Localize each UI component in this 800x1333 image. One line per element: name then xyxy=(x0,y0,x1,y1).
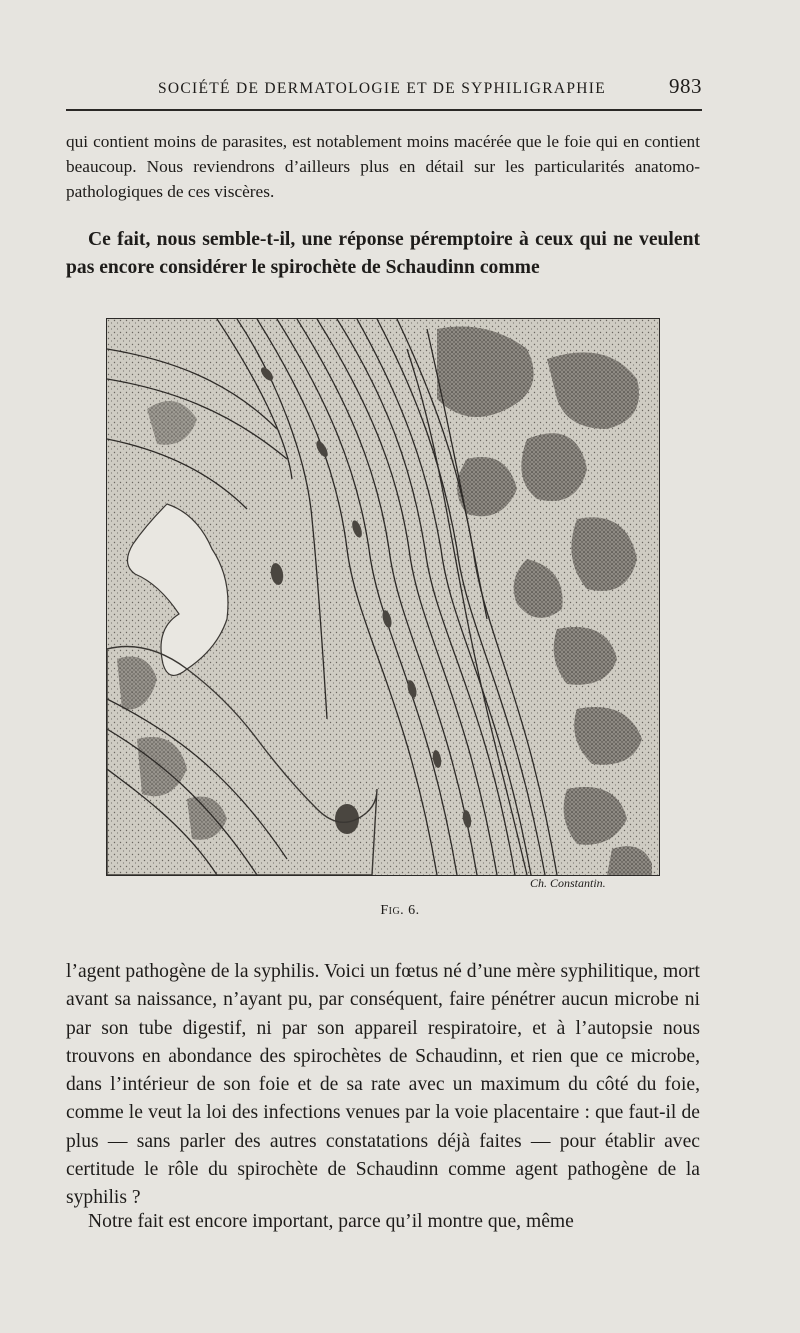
figure-caption-text: Fig. 6. xyxy=(380,903,420,918)
body-paragraph-1 xyxy=(66,958,700,1213)
body-paragraph-2 xyxy=(66,1208,700,1236)
bold-paragraph xyxy=(66,226,700,283)
bold-paragraph-text: Ce fait, nous semble-t-il, une réponse péremptoire à ceux qui ne veulent pas encore considérer le spirochète de Schaudinn comme xyxy=(66,229,700,279)
intro-paragraph xyxy=(66,129,700,204)
body-paragraph-2-text: Notre fait est encore important, parce qu’il montre que, même xyxy=(88,1211,574,1232)
body-paragraph-1-text: l’agent pathogène de la syphilis. Voici un fœtus né d’une mère syphilitique, mort avant sa naissance, n’ayant pu, par conséquent, faire pénétrer aucun microbe ni par son tube digestif, ni par son appareil respiratoire, et à l’autopsie nous trouvons en abondance des spirochètes de Schaudinn, et rien que ce microbe, dans l’intérieur de son foie et de sa rate avec un maximum du côté du foie, comme le veut la loi des infections venues par la voie placentaire : que faut-il de plus — sans parler des autres constatations déjà faites — pour établir avec certitude le rôle du spirochète de Schaudinn comme agent pathogène de la syphilis ? xyxy=(66,961,700,1209)
running-title: SOCIÉTÉ DE DERMATOLOGIE ET DE SYPHILIGRAPHIE xyxy=(158,80,606,97)
histology-figure xyxy=(106,318,660,876)
page-number: 983 xyxy=(669,74,702,98)
histology-illustration xyxy=(107,319,659,875)
figure-caption xyxy=(0,903,800,919)
header-rule xyxy=(66,109,702,111)
illustrator-signature: Ch. Constantin. xyxy=(530,876,606,890)
running-head xyxy=(66,74,702,99)
intro-paragraph-text: qui contient moins de parasites, est notablement moins macérée que le foie qui en contient beaucoup. Nous reviendrons d’ailleurs plus en détail sur les particularités anatomo-pathologiques de ces viscères. xyxy=(66,132,700,201)
